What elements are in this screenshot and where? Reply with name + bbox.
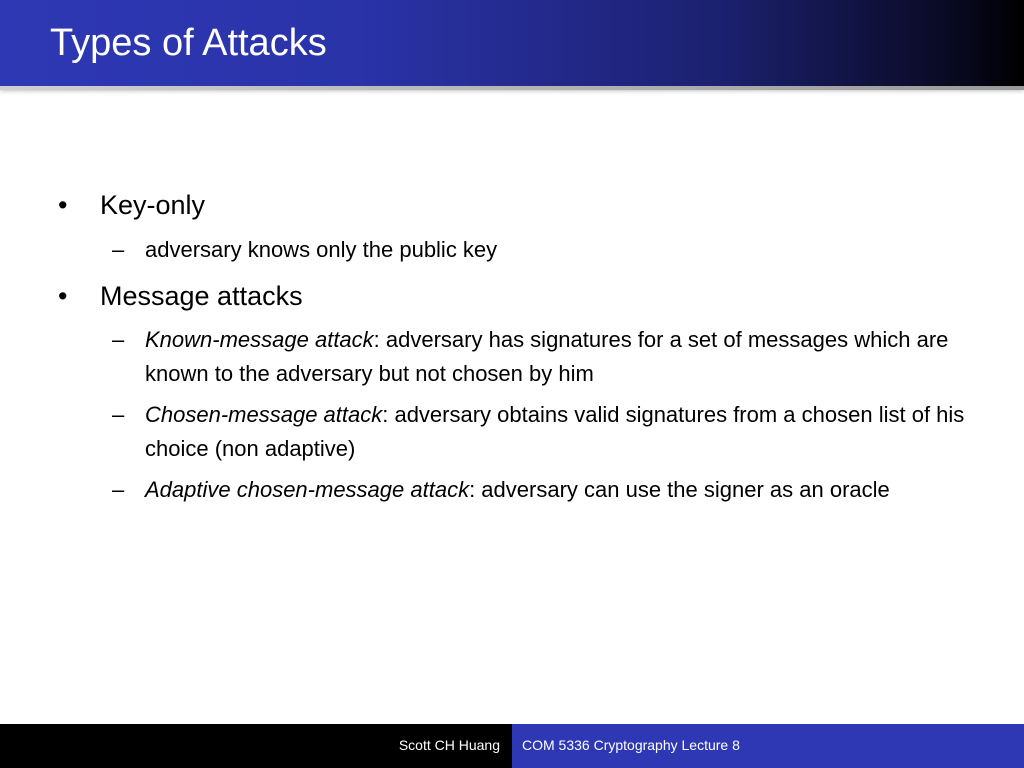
slide-footer xyxy=(0,724,1024,768)
subitem-term: Chosen-message attack xyxy=(145,402,383,427)
subitem-body xyxy=(145,473,975,507)
footer-course: COM 5336 Cryptography Lecture 8 xyxy=(522,737,740,753)
subitem-text: : adversary has signatures for a set of messages which are known to the adversary but not chosen by him xyxy=(145,327,949,386)
subitem-body xyxy=(145,398,975,466)
dash-marker: – xyxy=(112,237,125,262)
title-divider xyxy=(0,86,1024,90)
subitem-text: : adversary obtains valid signatures from a chosen list of his choice (non adaptive) xyxy=(145,402,965,461)
subitem-text: : adversary can use the signer as an oracle xyxy=(469,477,890,502)
subitem-body xyxy=(145,233,975,267)
title-bar xyxy=(0,0,1024,86)
subitem-body xyxy=(145,323,975,391)
bullet-text: Message attacks xyxy=(100,281,303,311)
slide-title: Types of Attacks xyxy=(50,22,327,64)
subitem-term: Adaptive chosen-message attack xyxy=(145,477,470,502)
subitem-text: adversary knows only the public key xyxy=(145,237,498,262)
bullet-marker: • xyxy=(58,190,68,220)
dash-marker: – xyxy=(112,327,125,352)
footer-author: Scott CH Huang xyxy=(398,737,500,753)
bullet-text: Key-only xyxy=(100,190,206,220)
bullet-marker: • xyxy=(58,281,68,311)
dash-marker: – xyxy=(112,477,125,502)
subitem-term: Known-message attack xyxy=(145,327,374,352)
dash-marker: – xyxy=(112,402,125,427)
